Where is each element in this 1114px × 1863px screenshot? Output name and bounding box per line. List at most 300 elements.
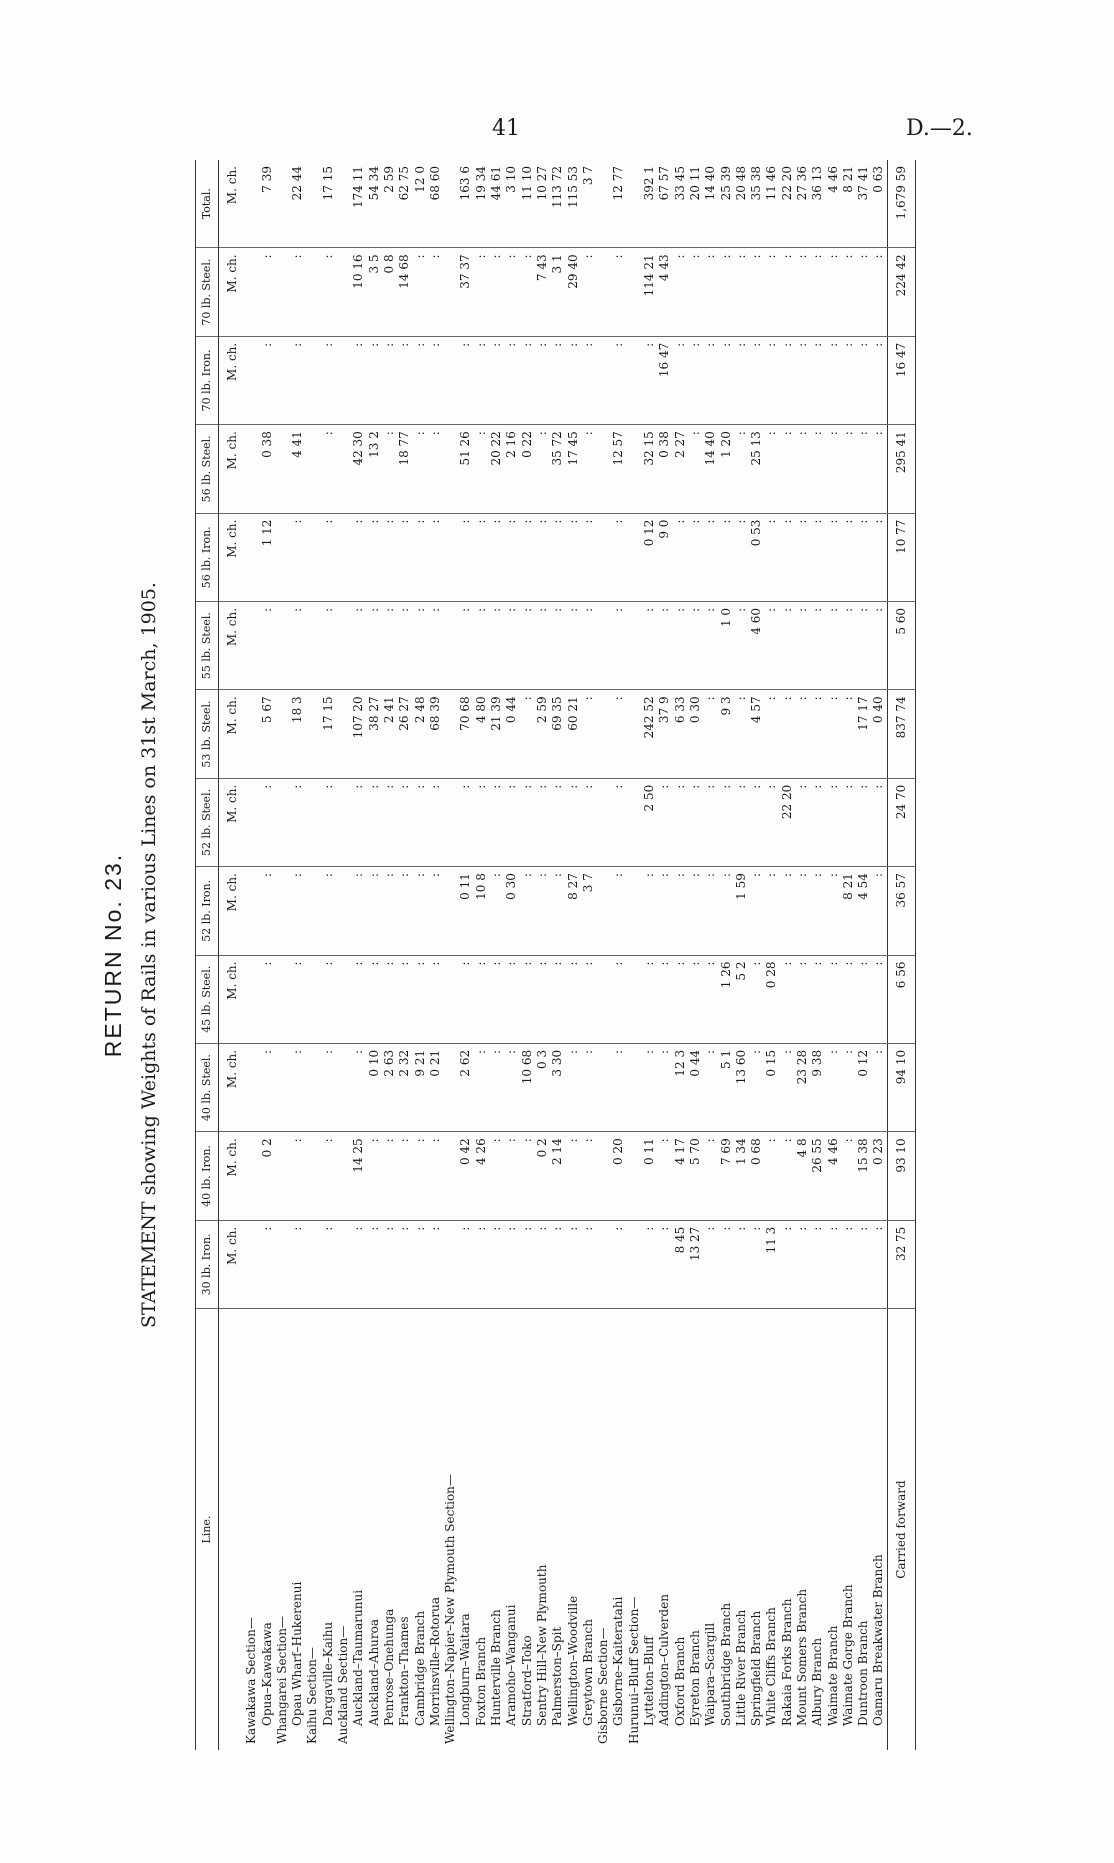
line-name: Springfield Branch <box>749 1610 764 1726</box>
value-cell: : <box>428 1132 443 1220</box>
value-cell: : <box>826 867 841 955</box>
unit-cell: M. ch. <box>219 336 245 424</box>
table-row <box>413 160 428 1750</box>
value-cell: 3 5 <box>367 248 382 336</box>
value-cell: : <box>810 867 825 955</box>
value-cell: : <box>413 601 428 689</box>
total-label: Carried forward <box>887 1309 915 1750</box>
header-col-5: 52 lb. Iron. <box>196 867 219 955</box>
value-cell <box>244 248 259 336</box>
value-cell: : <box>550 336 565 424</box>
value-cell: : <box>458 601 473 689</box>
value-cell: 1 34 <box>734 1132 749 1220</box>
value-cell <box>443 1220 458 1308</box>
value-cell: : <box>764 248 779 336</box>
value-cell: : <box>581 690 596 778</box>
table-row <box>856 160 871 1750</box>
value-cell <box>443 513 458 601</box>
line-name: Palmerston–Spit <box>550 1626 565 1726</box>
value-cell: : <box>856 513 871 601</box>
value-cell: : <box>428 336 443 424</box>
value-cell: : <box>841 248 856 336</box>
value-cell: 163 6 <box>458 160 473 248</box>
total-value-cell: 93 10 <box>887 1132 915 1220</box>
line-name: Foxton Branch <box>473 1636 488 1726</box>
value-cell: 0 44 <box>688 1043 703 1131</box>
value-cell: 27 36 <box>795 160 810 248</box>
value-cell: 0 28 <box>764 955 779 1043</box>
line-name: Auckland Section— <box>336 1625 351 1744</box>
value-cell: : <box>321 425 336 513</box>
page-number: 41 <box>492 116 520 141</box>
value-cell: : <box>856 601 871 689</box>
value-cell: : <box>413 336 428 424</box>
value-cell: 0 10 <box>367 1043 382 1131</box>
value-cell: 60 21 <box>566 690 581 778</box>
value-cell: 35 72 <box>550 425 565 513</box>
value-cell <box>627 160 642 248</box>
table-row <box>504 160 519 1750</box>
value-cell <box>305 1132 320 1220</box>
unit-cell: M. ch. <box>219 1220 245 1308</box>
value-cell <box>244 1132 259 1220</box>
unit-cell <box>219 1309 245 1750</box>
total-row <box>887 160 915 1750</box>
value-cell: 13 27 <box>688 1220 703 1308</box>
value-cell: : <box>871 1220 887 1308</box>
value-cell: 2 41 <box>382 690 397 778</box>
value-cell: 18 3 <box>290 690 305 778</box>
value-cell: : <box>764 513 779 601</box>
value-cell: : <box>734 601 749 689</box>
value-cell: 2 59 <box>382 160 397 248</box>
value-cell: : <box>581 513 596 601</box>
value-cell: : <box>428 1220 443 1308</box>
value-cell: : <box>703 1220 718 1308</box>
value-cell: : <box>260 336 275 424</box>
line-name: Hunterville Branch <box>489 1609 504 1726</box>
value-cell: : <box>566 513 581 601</box>
value-cell <box>244 425 259 513</box>
table-row <box>397 160 412 1750</box>
value-cell <box>305 1220 320 1308</box>
value-cell <box>275 778 290 866</box>
header-col-12: 70 lb. Steel. <box>196 248 219 336</box>
value-cell: : <box>290 248 305 336</box>
value-cell: : <box>719 336 734 424</box>
value-cell: 17 15 <box>321 160 336 248</box>
value-cell: 2 50 <box>642 778 657 866</box>
value-cell: 2 32 <box>397 1043 412 1131</box>
value-cell: 25 39 <box>719 160 734 248</box>
value-cell: : <box>520 1132 535 1220</box>
value-cell: 0 11 <box>642 1132 657 1220</box>
value-cell: 12 0 <box>413 160 428 248</box>
value-cell: : <box>413 248 428 336</box>
value-cell: : <box>321 1132 336 1220</box>
value-cell <box>336 778 351 866</box>
table-row <box>260 160 275 1750</box>
value-cell: : <box>688 336 703 424</box>
value-cell <box>244 1220 259 1308</box>
value-cell: : <box>504 248 519 336</box>
value-cell <box>275 248 290 336</box>
value-cell: : <box>321 1043 336 1131</box>
value-cell: : <box>520 1220 535 1308</box>
value-cell: : <box>367 867 382 955</box>
value-cell: : <box>504 778 519 866</box>
value-cell: : <box>856 425 871 513</box>
value-cell: : <box>856 778 871 866</box>
value-cell <box>596 513 611 601</box>
value-cell: : <box>581 1043 596 1131</box>
value-cell: : <box>780 1132 795 1220</box>
value-cell: : <box>520 955 535 1043</box>
value-cell <box>596 336 611 424</box>
value-cell: 2 14 <box>550 1132 565 1220</box>
line-name: Waimate Gorge Branch <box>840 1584 855 1726</box>
value-cell: 29 40 <box>566 248 581 336</box>
value-cell: : <box>611 690 626 778</box>
value-cell: : <box>581 425 596 513</box>
line-name: Little River Branch <box>733 1609 748 1726</box>
header-col-3: 40 lb. Steel. <box>196 1043 219 1131</box>
value-cell: : <box>474 248 489 336</box>
value-cell: : <box>642 336 657 424</box>
value-cell: : <box>642 601 657 689</box>
value-cell <box>596 425 611 513</box>
value-cell: : <box>703 601 718 689</box>
value-cell: : <box>810 778 825 866</box>
value-cell: 115 53 <box>566 160 581 248</box>
value-cell: : <box>397 1220 412 1308</box>
value-cell: : <box>749 248 764 336</box>
value-cell: : <box>351 778 366 866</box>
table-row <box>290 160 305 1750</box>
value-cell <box>443 248 458 336</box>
value-cell: : <box>581 778 596 866</box>
value-cell: 2 62 <box>458 1043 473 1131</box>
value-cell: 10 16 <box>351 248 366 336</box>
value-cell: : <box>566 601 581 689</box>
value-cell: : <box>749 867 764 955</box>
value-cell: 4 17 <box>673 1132 688 1220</box>
value-cell <box>244 513 259 601</box>
value-cell <box>596 1132 611 1220</box>
total-value-cell: 36 57 <box>887 867 915 955</box>
value-cell <box>275 336 290 424</box>
value-cell: 20 22 <box>489 425 504 513</box>
value-cell: : <box>474 1043 489 1131</box>
table-row <box>428 160 443 1750</box>
value-cell: 4 26 <box>474 1132 489 1220</box>
table-row <box>841 160 856 1750</box>
value-cell: : <box>734 336 749 424</box>
value-cell <box>275 425 290 513</box>
value-cell: : <box>382 513 397 601</box>
value-cell: : <box>856 248 871 336</box>
value-cell: : <box>795 778 810 866</box>
value-cell <box>443 778 458 866</box>
return-title: RETURN No. 23. <box>100 852 126 1058</box>
value-cell: : <box>673 248 688 336</box>
line-name: Penrose–Onehunga <box>381 1608 396 1726</box>
value-cell: : <box>413 867 428 955</box>
value-cell: 4 8 <box>795 1132 810 1220</box>
value-cell: : <box>581 336 596 424</box>
value-cell <box>596 160 611 248</box>
value-cell: : <box>351 1043 366 1131</box>
table-row <box>458 160 473 1750</box>
value-cell: : <box>810 425 825 513</box>
value-cell: 22 20 <box>780 160 795 248</box>
value-cell: 5 70 <box>688 1132 703 1220</box>
value-cell: : <box>290 955 305 1043</box>
value-cell: 10 68 <box>520 1043 535 1131</box>
total-value-cell: 6 56 <box>887 955 915 1043</box>
value-cell: : <box>520 867 535 955</box>
value-cell: : <box>657 778 672 866</box>
value-cell: 7 43 <box>535 248 550 336</box>
value-cell: 2 27 <box>673 425 688 513</box>
line-name: Gisborne–Kaiteratahi <box>611 1596 626 1726</box>
value-cell: 0 42 <box>458 1132 473 1220</box>
value-cell: : <box>367 1220 382 1308</box>
value-cell: : <box>734 425 749 513</box>
value-cell <box>627 955 642 1043</box>
value-cell: 3 1 <box>550 248 565 336</box>
value-cell: : <box>642 1043 657 1131</box>
value-cell: 0 8 <box>382 248 397 336</box>
value-cell: : <box>611 867 626 955</box>
unit-cell: M. ch. <box>219 513 245 601</box>
value-cell: 6 33 <box>673 690 688 778</box>
value-cell: : <box>535 778 550 866</box>
value-cell: 0 38 <box>260 425 275 513</box>
value-cell <box>336 160 351 248</box>
value-cell: : <box>520 513 535 601</box>
value-cell: : <box>871 778 887 866</box>
value-cell: : <box>611 248 626 336</box>
value-cell <box>596 955 611 1043</box>
value-cell <box>336 1043 351 1131</box>
value-cell: 11 3 <box>764 1220 779 1308</box>
value-cell: 17 15 <box>321 690 336 778</box>
value-cell: : <box>413 1132 428 1220</box>
value-cell: : <box>780 425 795 513</box>
table-row <box>764 160 779 1750</box>
value-cell: : <box>474 1220 489 1308</box>
value-cell: 113 72 <box>550 160 565 248</box>
value-cell <box>336 1132 351 1220</box>
value-cell: : <box>611 601 626 689</box>
value-cell: : <box>260 1043 275 1131</box>
unit-cell: M. ch. <box>219 160 245 248</box>
line-name: Mount Somers Branch <box>794 1588 809 1726</box>
value-cell: : <box>351 336 366 424</box>
value-cell: : <box>397 867 412 955</box>
value-cell: : <box>611 1220 626 1308</box>
value-cell <box>596 601 611 689</box>
value-cell: : <box>749 1220 764 1308</box>
value-cell <box>627 1220 642 1308</box>
value-cell: : <box>535 336 550 424</box>
value-cell <box>305 248 320 336</box>
value-cell: 15 38 <box>856 1132 871 1220</box>
value-cell: 0 12 <box>642 513 657 601</box>
value-cell: : <box>382 1132 397 1220</box>
value-cell: : <box>795 1220 810 1308</box>
table-row <box>826 160 841 1750</box>
value-cell: : <box>382 336 397 424</box>
value-cell: 2 59 <box>535 690 550 778</box>
value-cell: 392 1 <box>642 160 657 248</box>
value-cell: : <box>826 1043 841 1131</box>
value-cell: : <box>780 513 795 601</box>
value-cell <box>443 160 458 248</box>
value-cell: 7 69 <box>719 1132 734 1220</box>
value-cell: 7 39 <box>260 160 275 248</box>
value-cell: : <box>856 336 871 424</box>
value-cell: : <box>489 867 504 955</box>
value-cell <box>596 778 611 866</box>
value-cell <box>305 867 320 955</box>
table-row <box>367 160 382 1750</box>
table-row <box>749 160 764 1750</box>
value-cell: : <box>458 513 473 601</box>
value-cell: : <box>764 778 779 866</box>
table-row <box>627 160 642 1750</box>
value-cell: : <box>504 601 519 689</box>
value-cell <box>443 336 458 424</box>
value-cell: : <box>856 1220 871 1308</box>
value-cell: : <box>826 955 841 1043</box>
value-cell: : <box>810 513 825 601</box>
value-cell: 14 40 <box>703 425 718 513</box>
value-cell: : <box>841 336 856 424</box>
value-cell: : <box>397 1132 412 1220</box>
value-cell <box>596 1220 611 1308</box>
total-value-cell: 5 60 <box>887 601 915 689</box>
value-cell <box>305 601 320 689</box>
value-cell: 2 63 <box>382 1043 397 1131</box>
line-name: Waimate Branch <box>825 1625 840 1726</box>
value-cell: : <box>520 601 535 689</box>
value-cell: 0 22 <box>520 425 535 513</box>
line-name: Duntroon Branch <box>856 1620 871 1726</box>
value-cell: : <box>795 955 810 1043</box>
value-cell: 3 30 <box>550 1043 565 1131</box>
value-cell <box>596 248 611 336</box>
value-cell: : <box>566 778 581 866</box>
value-cell <box>244 601 259 689</box>
value-cell: 35 38 <box>749 160 764 248</box>
line-name: Waipara–Scargill <box>703 1622 718 1726</box>
value-cell: 10 27 <box>535 160 550 248</box>
value-cell: 4 60 <box>749 601 764 689</box>
unit-cell: M. ch. <box>219 955 245 1043</box>
value-cell <box>627 601 642 689</box>
value-cell: 9 0 <box>657 513 672 601</box>
value-cell <box>244 336 259 424</box>
value-cell: 36 13 <box>810 160 825 248</box>
value-cell: 12 77 <box>611 160 626 248</box>
value-cell: : <box>871 513 887 601</box>
value-cell: 22 20 <box>780 778 795 866</box>
header-col-10: 56 lb. Steel. <box>196 425 219 513</box>
value-cell <box>627 778 642 866</box>
value-cell: 12 3 <box>673 1043 688 1131</box>
value-cell: : <box>382 1220 397 1308</box>
value-cell: 54 34 <box>367 160 382 248</box>
value-cell: : <box>673 867 688 955</box>
value-cell: 62 75 <box>397 160 412 248</box>
total-value-cell: 1,679 59 <box>887 160 915 248</box>
value-cell <box>305 336 320 424</box>
value-cell: 8 27 <box>566 867 581 955</box>
value-cell: : <box>550 955 565 1043</box>
value-cell: : <box>703 1043 718 1131</box>
value-cell: 10 8 <box>474 867 489 955</box>
value-cell: : <box>673 955 688 1043</box>
value-cell: 13 2 <box>367 425 382 513</box>
value-cell: : <box>673 778 688 866</box>
value-cell: : <box>719 1220 734 1308</box>
value-cell: 67 57 <box>657 160 672 248</box>
value-cell: : <box>504 1220 519 1308</box>
line-name: Longburn–Waitara <box>458 1613 473 1726</box>
value-cell: : <box>826 425 841 513</box>
value-cell: : <box>581 601 596 689</box>
value-cell: : <box>520 336 535 424</box>
value-cell: : <box>826 690 841 778</box>
value-cell: : <box>382 601 397 689</box>
value-cell: : <box>642 867 657 955</box>
value-cell: : <box>780 1043 795 1131</box>
unit-cell: M. ch. <box>219 867 245 955</box>
line-name: Southbridge Branch <box>718 1602 733 1726</box>
value-cell: : <box>489 1043 504 1131</box>
document-reference: D.—2. <box>906 116 973 141</box>
value-cell: 9 3 <box>719 690 734 778</box>
value-cell: : <box>321 601 336 689</box>
value-cell <box>244 955 259 1043</box>
value-cell: : <box>657 1043 672 1131</box>
value-cell: : <box>795 513 810 601</box>
value-cell <box>275 955 290 1043</box>
value-cell: 17 17 <box>856 690 871 778</box>
value-cell <box>627 248 642 336</box>
line-name: Hurunui–Bluff Section— <box>626 1596 641 1744</box>
value-cell: : <box>795 690 810 778</box>
value-cell: : <box>826 248 841 336</box>
value-cell: : <box>290 1220 305 1308</box>
value-cell <box>627 690 642 778</box>
line-name: Lyttelton–Bluff <box>642 1636 657 1726</box>
value-cell <box>275 513 290 601</box>
unit-cell: M. ch. <box>219 425 245 513</box>
value-cell: 33 45 <box>673 160 688 248</box>
header-col-9: 56 lb. Iron. <box>196 513 219 601</box>
table-row <box>443 160 458 1750</box>
value-cell: 0 23 <box>871 1132 887 1220</box>
total-value-cell: 224 42 <box>887 248 915 336</box>
table-row <box>321 160 336 1750</box>
value-cell: : <box>826 601 841 689</box>
value-cell: : <box>826 778 841 866</box>
value-cell: : <box>688 955 703 1043</box>
value-cell: : <box>841 601 856 689</box>
